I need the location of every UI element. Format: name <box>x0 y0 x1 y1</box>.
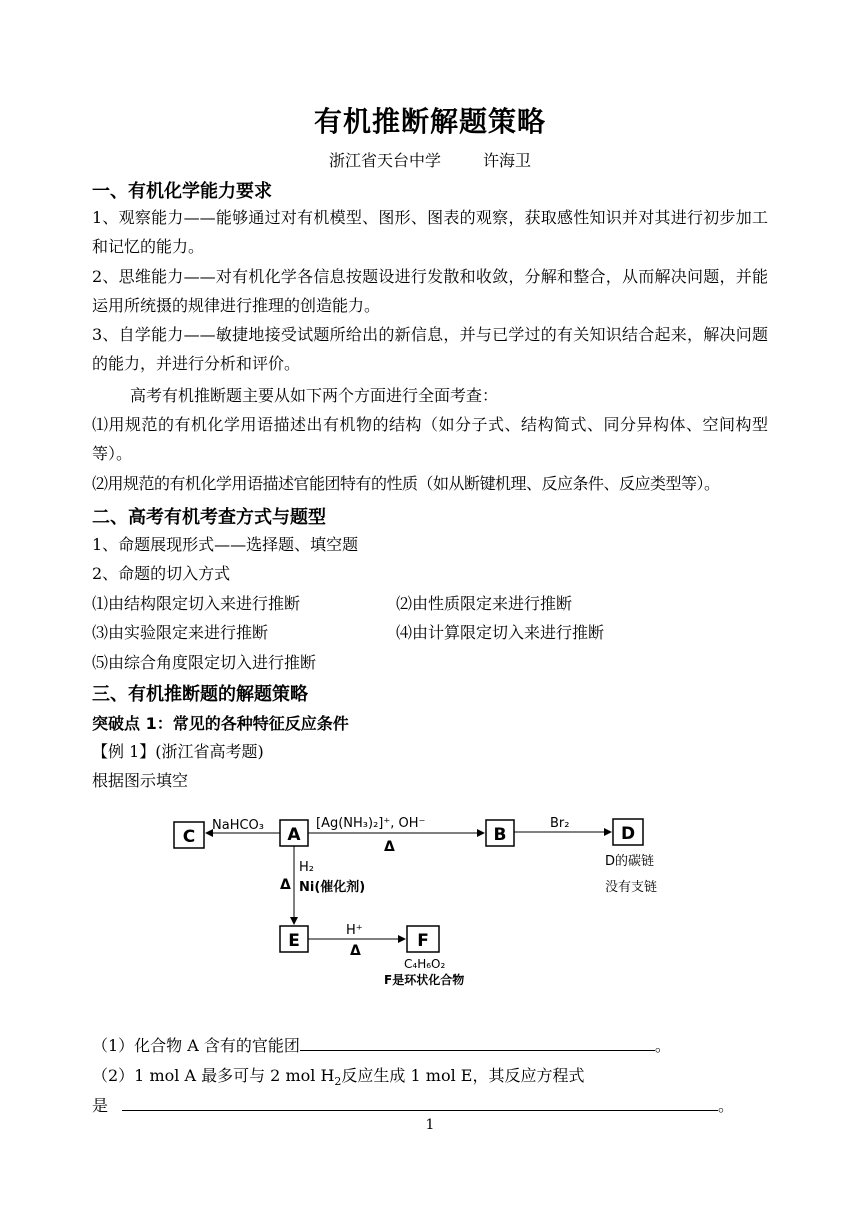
heat-symbol-ab: Δ <box>384 839 395 855</box>
author-name: 许海卫 <box>483 151 532 170</box>
question-2: （2）1 mol A 最多可与 2 mol $H_2$反应生成 1 mol E，其反应方程式 <box>92 1066 585 1089</box>
way-item-5: ⑸由综合角度限定切入进行推断 <box>92 653 317 672</box>
answer-blank-1[interactable] <box>300 1032 655 1051</box>
ability-item-3: 3、自学能力——敏捷地接受试题所给出的新信息，并与已学过的有关知识结合起来，解决问题的能力，并进行分析和评价。 <box>92 325 768 373</box>
box-D <box>613 819 643 845</box>
heat-symbol-ef: Δ <box>350 943 361 959</box>
svg-text:E: E <box>288 931 300 951</box>
exam-point-2: ⑵用规范的有机化学用语描述官能团特有的性质（如从断键机理、反应条件、反应类型等）。 <box>92 474 720 493</box>
section1-intro: 高考有机推断题主要从如下两个方面进行全面考查： <box>130 386 499 405</box>
answer-blank-2[interactable] <box>122 1092 718 1111</box>
instruction-text: 根据图示填空 <box>92 771 189 790</box>
breakpoint-heading: 突破点 1：常见的各种特征反应条件 <box>92 714 349 733</box>
box-A <box>280 820 308 846</box>
section2-line2: 2、命题的切入方式 <box>92 564 231 583</box>
label-br2: Br₂ <box>550 816 570 831</box>
section1-heading: 一、有机化学能力要求 <box>92 181 272 202</box>
question-2-answer-line: 是 。 <box>92 1091 734 1120</box>
way-item-2: ⑵由性质限定来进行推断 <box>396 594 573 613</box>
svg-text:F: F <box>417 931 429 951</box>
section2-line1: 1、命题展现形式——选择题、填空题 <box>92 535 359 554</box>
box-F <box>407 926 439 952</box>
svg-text:B: B <box>493 825 507 845</box>
box-E <box>280 926 308 952</box>
label-nahco3: NaHCO₃ <box>212 818 264 833</box>
f-note: F是环状化合物 <box>384 973 465 987</box>
author-school: 浙江省天台中学 <box>328 151 441 170</box>
way-item-1: ⑴由结构限定切入来进行推断 <box>92 594 301 613</box>
question-1: （1）化合物 A 含有的官能团 。 <box>92 1031 671 1060</box>
label-h-plus: H⁺ <box>346 923 363 938</box>
svg-text:D: D <box>620 824 636 844</box>
f-formula: C₄H₆O₂ <box>404 957 446 971</box>
box-B <box>486 820 514 846</box>
label-h2: H₂ <box>299 860 314 875</box>
d-note-line2: 没有支链 <box>605 880 658 895</box>
section2-heading: 二、高考有机考查方式与题型 <box>92 507 326 528</box>
label-silver-ammonia: [Ag(NH₃)₂]⁺, OH⁻ <box>316 816 426 831</box>
example-label: 【例 1】(浙江省高考题) <box>92 742 264 761</box>
section3-heading: 三、有机推断题的解题策略 <box>92 684 308 705</box>
way-item-3: ⑶由实验限定来进行推断 <box>92 623 269 642</box>
page-number: 1 <box>425 1117 435 1133</box>
d-note-line1: D的碳链 <box>605 854 655 869</box>
page-title: 有机推断解题策略 <box>313 105 546 138</box>
exam-point-1: ⑴用规范的有机化学用语描述出有机物的结构（如分子式、结构简式、同分异构体、空间构型等）。 <box>92 415 768 463</box>
ability-item-1: 1、观察能力——能够通过对有机模型、图形、图表的观察，获取感性知识并对其进行初步加工和记忆的能力。 <box>92 208 768 256</box>
ability-item-2: 2、思维能力——对有机化学各信息按题设进行发散和收敛，分解和整合，从而解决问题，并能运用所统摄的规律进行推理的创造能力。 <box>92 267 768 315</box>
svg-text:A: A <box>287 825 301 845</box>
way-item-4: ⑷由计算限定切入来进行推断 <box>396 623 605 642</box>
svg-text:C: C <box>182 827 196 847</box>
label-ni-catalyst: Ni(催化剂) <box>299 880 366 895</box>
heat-symbol-ae: Δ <box>280 877 291 893</box>
box-C <box>174 822 204 848</box>
